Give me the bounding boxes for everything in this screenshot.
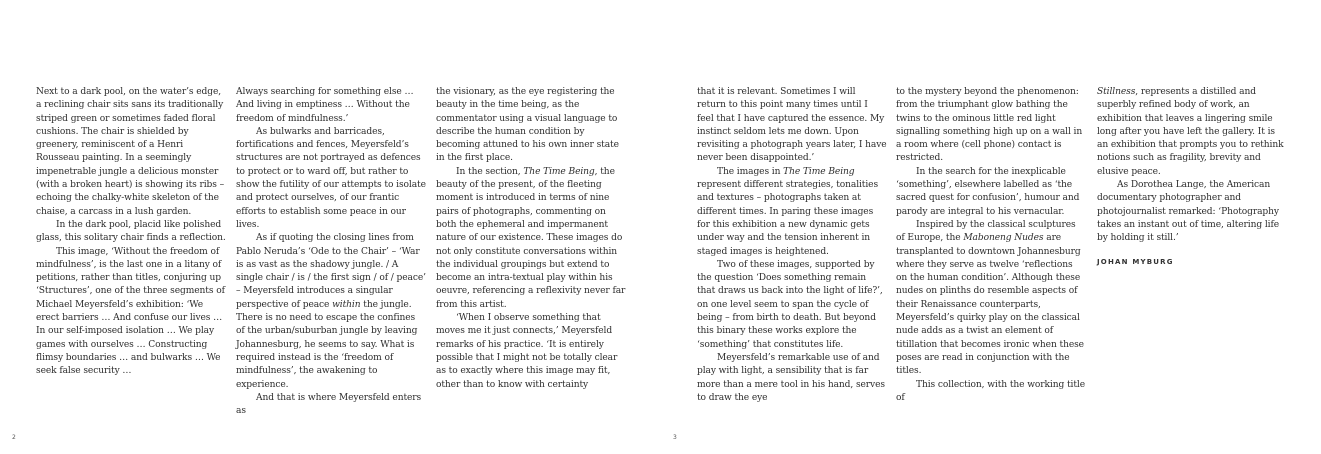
paragraph: As Dorothea Lange, the American documentary photographer and photojournalist remarked: ‘Photography takes an instant out of time, altering life by holding it still.’ [1097, 180, 1280, 244]
author-signature: JOHAN MYBURG [1097, 257, 1174, 266]
text-run: Inspired by the classical sculptures of Europe, the [896, 219, 1076, 244]
text-run: , the beauty of the present, of the fleeting moment is introduced in terms of nine pairs of photographs, commenting on both the ephemeral and impermanent nature of our existence. These images do not only constitute conversations within the individual groupings but extend to become an intra-textual play within his oeuvre, referencing a reflexivity never far from this artist. [436, 166, 626, 310]
paragraph: ‘When I observe something that moves me it just connects,’ Meyersfeld remarks of his practice. ‘It is entirely possible that I might not be totally clear as to exactly where this image may fit, other than to know with certainty [436, 313, 618, 390]
left-column-2 [236, 86, 426, 418]
paragraph [436, 166, 626, 312]
right-page [661, 0, 1321, 454]
right-column-1 [697, 86, 887, 405]
italic-text: The Time Being [783, 166, 855, 177]
text-run: the jungle. There is no need to escape the confines of the urban/suburban jungle by leaving Johannesburg, he seems to say. What is required instead is the ‘freedom of mindfulness’, the awakening to experience. [236, 299, 418, 390]
left-page [0, 0, 660, 454]
text-run: are transplanted to downtown Johannesburg where they serve as twelve ‘reflections on the human condition’. Although these nudes on plinths do resemble aspects of their Renaissance counterparts, Meyersfeld’s quirky play on the classical nude adds as a twist an element of titillation that becomes ironic when these poses are read in conjunction with the titles. [896, 233, 1084, 377]
paragraph [236, 232, 426, 392]
italic-text: within [332, 299, 361, 310]
paragraph: Always searching for something else … And living in emptiness … Without the freedom of mindfulness.’ [236, 87, 414, 124]
paragraph [1097, 86, 1287, 179]
left-column-1 [36, 86, 226, 379]
italic-text: Maboneng Nudes [963, 233, 1044, 244]
text-run: , represents a distilled and superbly refined body of work, an exhibition that leaves a lingering smile long after you have left the gallery. It is an exhibition that prompts you to rethink notions such as fragility, brevity and elusive peace. [1097, 87, 1284, 177]
paragraph: the visionary, as the eye registering the beauty in the time being, as the commentator using a visual language to describe the human condition by becoming attuned to his own inner state in the first place. [436, 87, 619, 164]
page-number: 3 [673, 434, 677, 441]
text-run: As if quoting the closing lines from Pablo Neruda’s ‘Ode to the Chair’ – ‘War is as vast as the shadowy jungle. / A single chair / is / the first sign / of / peace’ – Meyersfeld introduces a singular perspective of peace [236, 233, 426, 310]
italic-text: The Time Being [523, 166, 595, 177]
right-column-2 [896, 86, 1086, 405]
paragraph: Meyersfeld’s remarkable use of and play with light, a sensibility that is far more than a mere tool in his hand, serves to draw the eye [697, 352, 885, 403]
paragraph [697, 166, 887, 259]
right-column-3 [1097, 86, 1287, 269]
paragraph: In the dark pool, placid like polished glass, this solitary chair finds a reflection. [36, 219, 226, 244]
text-run: The images in [717, 166, 784, 177]
paragraph: This collection, with the working title of [896, 379, 1086, 403]
left-column-3 [436, 86, 626, 392]
paragraph: that it is relevant. Sometimes I will return to this point many times until I feel that I have captured the essence. My instinct seldom lets me down. Upon revisiting a photograph years later, I have never been disappointed.’ [697, 87, 887, 164]
paragraph: Next to a dark pool, on the water’s edge, a reclining chair sits sans its traditionally striped green or sometimes faded floral cushions. The chair is shielded by greenery, reminiscent of a Henri Rousseau painting. In a seemingly impenetrable jungle a delicious monster (with a broken heart) is showing its ribs – echoing the chalky-white skeleton of the chaise, a carcass in a lush garden. [36, 87, 225, 217]
paragraph: In the search for the inexplicable ‘something’, elsewhere labelled as ‘the sacred quest for confusion’, humour and parody are integral to his vernacular. [896, 166, 1080, 217]
paragraph [896, 219, 1086, 379]
paragraph: And that is where Meyersfeld enters as [236, 392, 422, 417]
paragraph: This image, ‘Without the freedom of mindfulness’, is the last one in a litany of petitions, rather than titles, conjuring up ‘Structures’, one of the three segments of Michael Meyersfeld’s exhibition: ‘We erect barriers … And confuse our lives … In our self-imposed isolation … We play games with ourselves … Constructing flimsy boundaries … and bulwarks … We seek false security … [36, 246, 225, 377]
page-number: 2 [12, 434, 16, 441]
text-run: represent different strategies, tonalities and textures – photographs taken at different times. In paring these images for this exhibition a new dynamic gets under way and the tension inherent in staged images is heightened. [697, 180, 879, 257]
italic-text: Stillness [1097, 87, 1136, 97]
paragraph: As bulwarks and barricades, fortifications and fences, Meyersfeld’s structures are not portrayed as defences to protect or to ward off, but rather to show the futility of our attempts to isolate and protect ourselves, of our frantic efforts to establish some peace in our lives. [236, 126, 426, 230]
paragraph: to the mystery beyond the phenomenon: from the triumphant glow bathing the twins to the ominous little red light signalling something high up on a wall in a room where (cell phone) contact is restricted. [896, 87, 1083, 164]
text-run: In the section, [456, 166, 524, 177]
paragraph: Two of these images, supported by the question ‘Does something remain that draws us back into the light of life?’, on one level seem to span the cycle of being – from birth to death. But beyond this binary these works explore the ‘something’ that constitutes life. [697, 259, 883, 350]
